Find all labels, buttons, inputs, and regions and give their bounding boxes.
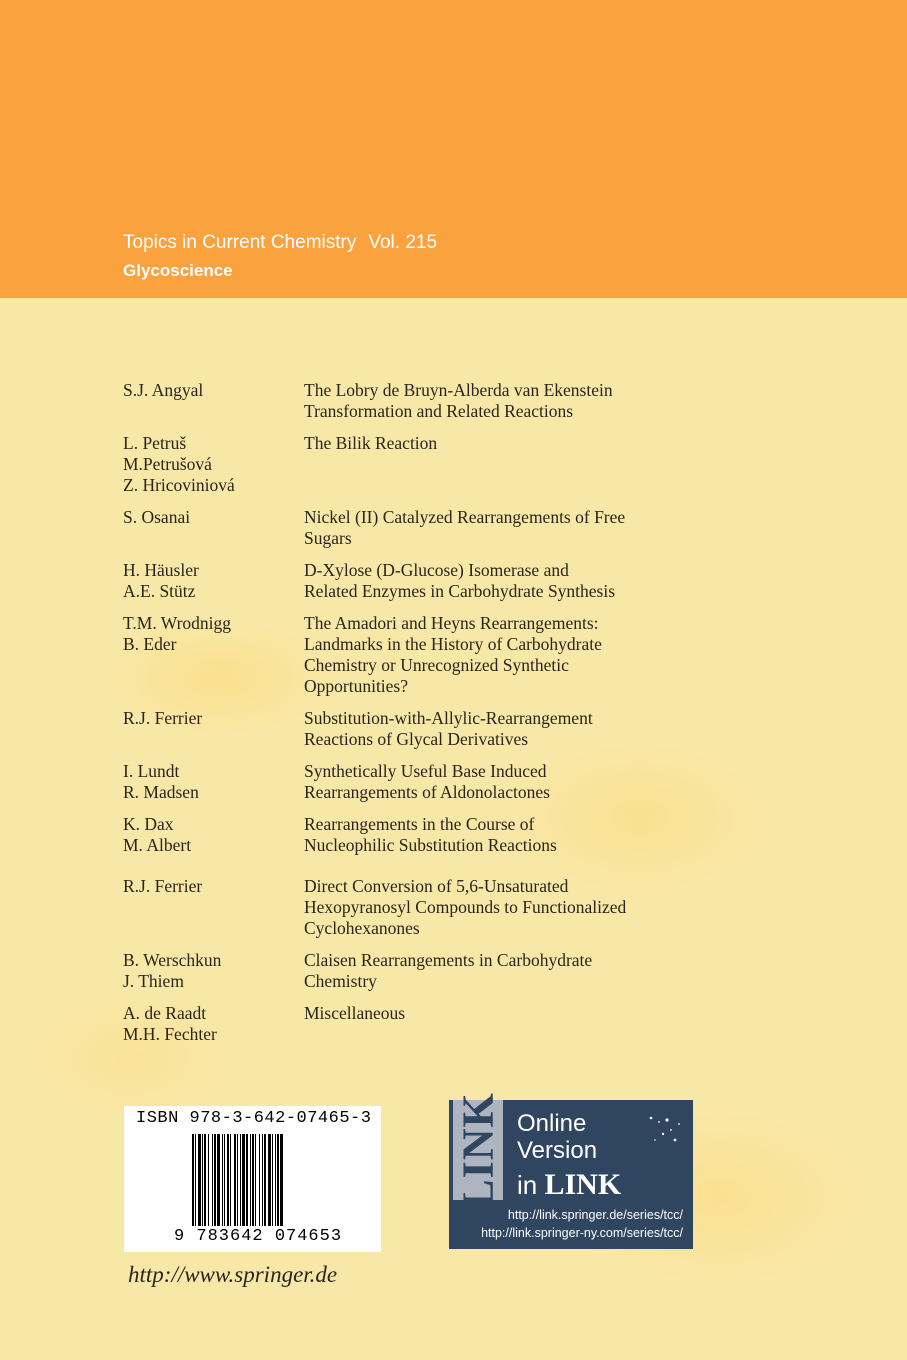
- author: R.J. Ferrier: [123, 708, 203, 728]
- barcode-bar: [237, 1134, 238, 1226]
- barcode-bar: [212, 1134, 213, 1226]
- title-line: The Bilik Reaction: [304, 433, 438, 453]
- author: I. Lundt: [123, 761, 180, 781]
- online-line: Online: [517, 1110, 587, 1137]
- title-line: Nickel (II) Catalyzed Rearrangements of Free: [304, 507, 626, 527]
- toc-authors: [123, 613, 298, 655]
- toc-title: [304, 708, 704, 750]
- author: T.M. Wrodnigg: [123, 613, 232, 633]
- barcode-bar: [214, 1134, 216, 1226]
- title-line: The Amadori and Heyns Rearrangements:: [304, 613, 599, 633]
- toc-title: [304, 507, 704, 549]
- online-version-label: [517, 1110, 597, 1164]
- in-word: in: [517, 1170, 538, 1200]
- title-line: Rearrangements of Aldonolactones: [304, 782, 550, 802]
- title-line: Rearrangements in the Course of: [304, 814, 535, 834]
- link-url-de[interactable]: http://link.springer.de/series/tcc/: [507, 1208, 683, 1222]
- toc-title: [304, 433, 704, 454]
- toc-title: [304, 380, 704, 422]
- link-logo-text: LINK: [453, 1091, 503, 1209]
- toc-authors: [123, 876, 298, 897]
- title-line: Chemistry or Unrecognized Synthetic: [304, 655, 569, 675]
- barcode-bar: [240, 1134, 241, 1226]
- author: R. Madsen: [123, 782, 199, 802]
- toc-title: [304, 613, 704, 697]
- barcode-bar: [195, 1134, 196, 1226]
- toc-title: [304, 1003, 704, 1024]
- author: M.H. Fechter: [123, 1024, 217, 1044]
- barcode-digits: 9 783642 074653: [174, 1227, 343, 1246]
- barcode-bar: [208, 1134, 209, 1226]
- title-line: Nucleophilic Substitution Reactions: [304, 835, 557, 855]
- title-line: Synthetically Useful Base Induced: [304, 761, 547, 781]
- title-line: Landmarks in the History of Carbohydrate: [304, 634, 602, 654]
- title-line: Claisen Rearrangements in Carbohydrate: [304, 950, 593, 970]
- version-line: Version: [517, 1137, 598, 1164]
- online-version-badge[interactable]: [449, 1091, 693, 1249]
- link-logo: [453, 1091, 503, 1209]
- toc-authors: [123, 560, 298, 602]
- isbn-number: ISBN 978-3-642-07465-3: [136, 1109, 372, 1128]
- series-line: [123, 232, 437, 254]
- author: A. de Raadt: [123, 1003, 207, 1023]
- author: A.E. Stütz: [123, 581, 196, 601]
- series-title: Topics in Current Chemistry: [123, 232, 357, 253]
- barcode-bar: [275, 1134, 276, 1226]
- author: H. Häusler: [123, 560, 199, 580]
- title-line: D-Xylose (D-Glucose) Isomerase and: [304, 560, 569, 580]
- toc-authors: [123, 1003, 298, 1045]
- barcode-bar: [277, 1134, 279, 1226]
- toc-title: [304, 950, 704, 992]
- book-subtitle: Glycoscience: [123, 261, 233, 280]
- barcode-bar: [222, 1134, 223, 1226]
- barcode-bar: [280, 1134, 283, 1226]
- cover-header-band: [0, 0, 907, 298]
- stars-icon: [645, 1110, 685, 1150]
- toc-authors: [123, 814, 298, 856]
- barcode-bar: [264, 1134, 266, 1226]
- title-line: Related Enzymes in Carbohydrate Synthesis: [304, 581, 616, 601]
- barcode-bar: [262, 1134, 263, 1226]
- author: M.Petrušová: [123, 454, 212, 474]
- author: J. Thiem: [123, 971, 184, 991]
- title-line: Cyclohexanones: [304, 918, 420, 938]
- barcode-bar: [250, 1134, 251, 1226]
- title-line: Hexopyranosyl Compounds to Functionalized: [304, 897, 627, 917]
- barcode-bar: [246, 1134, 248, 1226]
- barcode-bar: [224, 1134, 225, 1226]
- barcode-bar: [227, 1134, 229, 1226]
- toc-authors: [123, 761, 298, 803]
- isbn-barcode: [124, 1106, 381, 1252]
- link-word: LINK: [544, 1168, 622, 1201]
- title-line: Opportunities?: [304, 676, 409, 696]
- author: K. Dax: [123, 814, 174, 834]
- barcode-bar: [252, 1134, 254, 1226]
- barcode-bar: [204, 1134, 206, 1226]
- barcode-bar: [202, 1134, 203, 1226]
- author: B. Werschkun: [123, 950, 222, 970]
- barcode-bar: [234, 1134, 236, 1226]
- toc-title: [304, 814, 704, 856]
- toc-authors: [123, 507, 298, 528]
- barcode-bar: [242, 1134, 245, 1226]
- barcode-bar: [268, 1134, 271, 1226]
- volume-number: Vol. 215: [368, 232, 438, 253]
- barcode-bar: [198, 1134, 201, 1226]
- author: M. Albert: [123, 835, 192, 855]
- barcode-bar: [259, 1134, 260, 1226]
- title-line: The Lobry de Bruyn-Alberda van Ekenstein: [304, 380, 613, 400]
- title-line: Chemistry: [304, 971, 377, 991]
- author: Z. Hricoviniová: [123, 475, 235, 495]
- author: S.J. Angyal: [123, 380, 204, 400]
- barcode-bars: [192, 1134, 332, 1226]
- toc-authors: [123, 380, 298, 401]
- in-link-label: [517, 1168, 621, 1202]
- author: R.J. Ferrier: [123, 876, 203, 896]
- author: S. Osanai: [123, 507, 191, 527]
- toc-title: [304, 876, 704, 939]
- toc-authors: [123, 433, 298, 496]
- title-line: Direct Conversion of 5,6-Unsaturated: [304, 876, 569, 896]
- barcode-bar: [217, 1134, 220, 1226]
- title-line: Sugars: [304, 528, 352, 548]
- toc-title: [304, 560, 704, 602]
- author: L. Petruš: [123, 433, 187, 453]
- link-url-ny[interactable]: http://link.springer-ny.com/series/tcc/: [481, 1226, 683, 1240]
- toc-title: [304, 761, 704, 803]
- title-line: Transformation and Related Reactions: [304, 401, 574, 421]
- barcode-bar: [192, 1134, 194, 1226]
- title-line: Miscellaneous: [304, 1003, 406, 1023]
- title-line: Substitution-with-Allylic-Rearrangement: [304, 708, 593, 728]
- barcode-bar: [230, 1134, 231, 1226]
- toc-authors: [123, 950, 298, 992]
- author: B. Eder: [123, 634, 177, 654]
- title-line: Reactions of Glycal Derivatives: [304, 729, 529, 749]
- barcode-bar: [255, 1134, 256, 1226]
- publisher-website[interactable]: http://www.springer.de: [128, 1262, 338, 1287]
- barcode-bar: [272, 1134, 273, 1226]
- toc-authors: [123, 708, 298, 729]
